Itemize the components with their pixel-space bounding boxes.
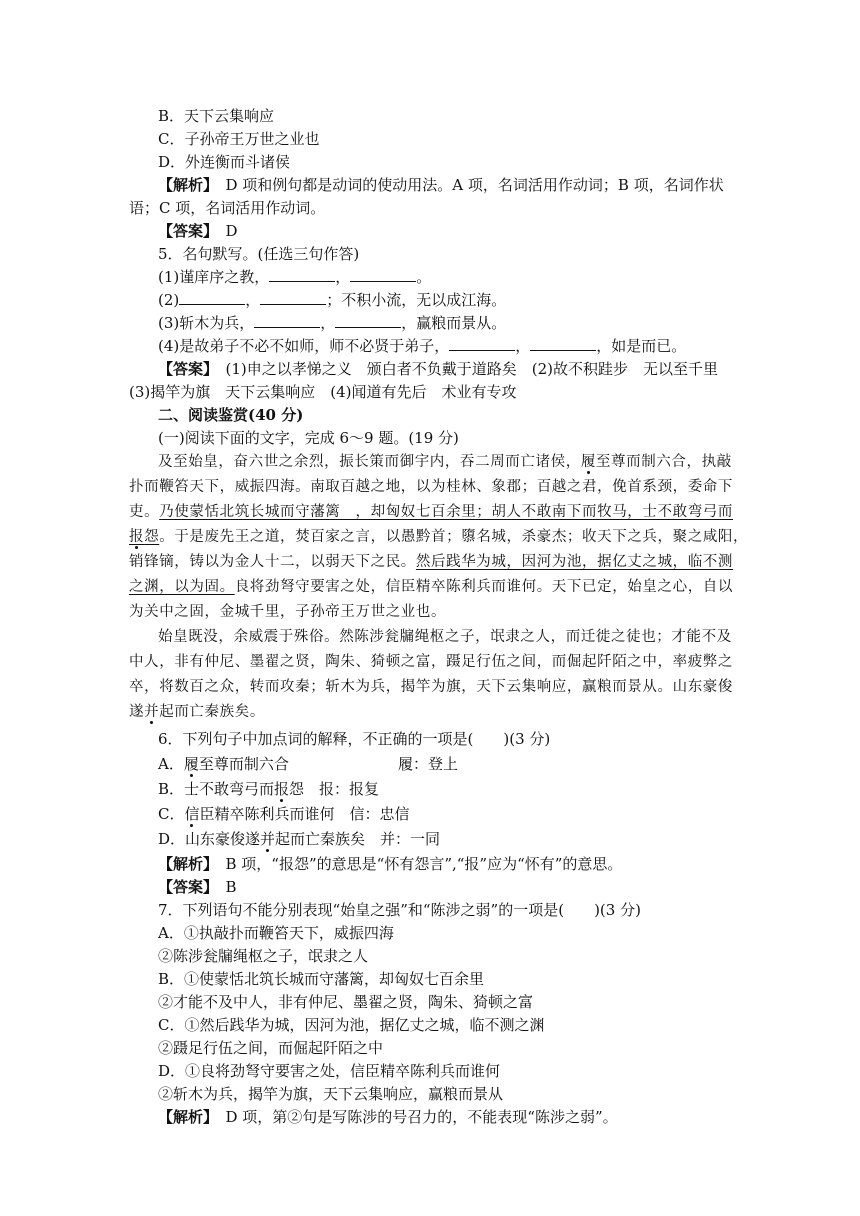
q6-option-b bbox=[158, 778, 379, 800]
answer-value: B bbox=[210, 878, 237, 896]
underlined-sentence: 乃使蒙恬北筑长城而守藩篱 ，却匈奴七百余里；胡人不敢南下而牧马，士不敢弯弓而 bbox=[159, 504, 733, 520]
underlined-sentence: 怨 bbox=[144, 529, 160, 545]
q6-title: 6．下列句子中加点词的解释，不正确的一项是( )(3 分) bbox=[158, 730, 551, 748]
section-title: 二、阅读鉴赏(40 分) bbox=[158, 406, 304, 424]
sentence-text: ， bbox=[335, 268, 351, 286]
q7-option-d2: ②斩木为兵，揭竿为旗，天下云集响应，赢粮而景从 bbox=[158, 1085, 504, 1103]
q4-answer bbox=[158, 220, 238, 242]
passage-line: 中人，非有仲尼、墨翟之贤，陶朱、猗顿之富，蹑足行伍之间，而倔起阡陌之中，率疲弊之 bbox=[129, 654, 733, 670]
reading-intro: (一)阅读下面的文字，完成 6～9 题。(19 分) bbox=[158, 429, 459, 447]
q5-answer-line2: (3)揭竿为旗 天下云集响应 (4)闻道有先后 术业有专攻 bbox=[129, 383, 517, 401]
option-text: 起而亡秦族矣 并：一同 bbox=[275, 830, 441, 848]
passage-text: 吏。 bbox=[129, 504, 160, 520]
passage-line: 扑而鞭笞天下，威振四海。南取百越之地，以为桂林、象郡；百越之君，俛首系颈，委命下 bbox=[129, 479, 733, 495]
q5-title: 5．名句默写。(任选三句作答) bbox=[158, 245, 360, 263]
q6-option-a bbox=[158, 753, 289, 775]
sentence-text: (4)是故弟子不必不如师，师不必贤于弟子， bbox=[158, 337, 450, 355]
dotted-word: 履 bbox=[580, 454, 596, 470]
sentence-text: ；不积小流，无以成江海。 bbox=[326, 291, 507, 309]
answer-text: (1)申之以孝悌之义 颁白者不负戴于道路矣 (2)故不积跬步 无以至千里 bbox=[210, 360, 719, 378]
answer-tag: 【答案】 bbox=[158, 878, 211, 896]
blank-field bbox=[254, 313, 320, 328]
underlined-sentence: 然后践华为城，因河为池，据亿丈之城，临不测 bbox=[415, 554, 734, 570]
analysis-tag: 【解析】 bbox=[158, 855, 211, 873]
sentence-text: ， bbox=[245, 291, 261, 309]
sentence-text: ，赢粮而景从。 bbox=[401, 314, 507, 332]
answer-value: D bbox=[210, 222, 238, 240]
sentence-text: ， bbox=[515, 337, 531, 355]
passage-text: 及至始皇，奋六世之余烈，振长策而御宇内，吞二周而亡诸侯， bbox=[158, 454, 581, 470]
dotted-word: 报 bbox=[274, 780, 290, 798]
q4-option-d: D．外连衡而斗诸侯 bbox=[158, 153, 291, 171]
passage-line: 始皇既没，余威震于殊俗。然陈涉瓮牖绳枢之子，氓隶之人，而迁徙之徒也；才能不及 bbox=[158, 629, 732, 645]
blank-field bbox=[530, 336, 596, 351]
q6-option-d bbox=[158, 828, 440, 850]
dotted-word: 并 bbox=[144, 704, 160, 720]
passage-text: 销锋镝，铸以为金人十二，以弱天下之民。 bbox=[129, 554, 416, 570]
blank-field bbox=[269, 267, 335, 282]
passage-line bbox=[129, 701, 265, 723]
dotted-word: 履 bbox=[183, 755, 199, 773]
q5-sentence-2 bbox=[158, 289, 506, 311]
analysis-text: D 项，第②句是写陈涉的号召力的，不能表现“陈涉之弱”。 bbox=[210, 1108, 618, 1126]
q4-analysis-line1 bbox=[158, 174, 724, 196]
q4-option-b: B．天下云集响应 bbox=[158, 107, 275, 125]
option-text: 怨 报：报复 bbox=[289, 780, 380, 798]
q5-answer-line1 bbox=[158, 358, 718, 380]
q6-option-a-gloss: 履：登上 bbox=[398, 755, 459, 773]
q7-option-b2: ②才能不及中人，非有仲尼、墨翟之贤，陶朱、猗顿之富 bbox=[158, 993, 534, 1011]
answer-tag: 【答案】 bbox=[158, 360, 211, 378]
q4-option-c: C．子孙帝王万世之业也 bbox=[158, 130, 320, 148]
answer-tag: 【答案】 bbox=[158, 222, 211, 240]
option-text: B．士不敢弯弓而 bbox=[158, 780, 275, 798]
blank-field bbox=[179, 290, 245, 305]
q5-sentence-1 bbox=[158, 266, 431, 288]
q7-option-a2: ②陈涉瓮牖绳枢之子，氓隶之人 bbox=[158, 947, 369, 965]
passage-line bbox=[129, 551, 733, 573]
passage-line: 为关中之固，金城千里，子孙帝王万世之业也。 bbox=[129, 604, 447, 620]
analysis-text: B 项，“报怨”的意思是“怀有怨言”,“报”应为“怀有”的意思。 bbox=[210, 855, 623, 873]
blank-field bbox=[260, 290, 326, 305]
passage-line bbox=[158, 451, 732, 473]
q6-option-c bbox=[158, 803, 410, 825]
q5-sentence-4 bbox=[158, 335, 686, 357]
option-text: C． bbox=[158, 805, 185, 823]
option-text: 至尊而制六合 bbox=[198, 755, 289, 773]
dotted-word: 报 bbox=[129, 529, 145, 545]
option-text: D．山东豪俊遂 bbox=[158, 830, 261, 848]
sentence-text: ， bbox=[320, 314, 336, 332]
passage-line bbox=[129, 501, 733, 523]
q7-option-b1: B．①使蒙恬北筑长城而守藩篱，却匈奴七百余里 bbox=[158, 970, 485, 988]
sentence-text: (3)斩木为兵， bbox=[158, 314, 255, 332]
option-text: 臣精卒陈利兵而谁何 信：忠信 bbox=[199, 805, 410, 823]
analysis-tag: 【解析】 bbox=[158, 1108, 211, 1126]
passage-text: 起而亡秦族矣。 bbox=[159, 704, 265, 720]
q5-sentence-3 bbox=[158, 312, 506, 334]
blank-field bbox=[350, 267, 416, 282]
analysis-tag: 【解析】 bbox=[158, 176, 211, 194]
sentence-text: (1)谨庠序之教， bbox=[158, 268, 270, 286]
q7-option-a1: A．①执敲扑而鞭笞天下，威振四海 bbox=[158, 924, 394, 942]
sentence-text: 。 bbox=[416, 268, 432, 286]
dotted-word: 信 bbox=[184, 805, 200, 823]
passage-text: 。于是废先王之道，焚百家之言，以愚黔首；隳名城，杀豪杰；收天下之兵，聚之咸阳， bbox=[159, 529, 749, 545]
passage-line bbox=[129, 576, 733, 598]
passage-text: 良将劲弩守要害之处，信臣精卒陈利兵而谁何。天下已定，始皇之心，自以 bbox=[234, 579, 733, 595]
passage-line bbox=[129, 526, 748, 548]
analysis-text: D 项和例句都是动词的使动用法。A 项，名词活用作动词；B 项，名词作状 bbox=[210, 176, 724, 194]
dotted-word: 并 bbox=[260, 830, 276, 848]
sentence-text: (2) bbox=[158, 291, 180, 309]
blank-field bbox=[449, 336, 515, 351]
passage-text: 遂 bbox=[129, 704, 145, 720]
q6-analysis bbox=[158, 853, 622, 875]
passage-text: 至尊而制六合，执敲 bbox=[595, 454, 732, 470]
q4-analysis-line2: 语；C 项，名词活用作动词。 bbox=[129, 199, 326, 217]
passage-line: 卒，将数百之众，转而攻秦；斩木为兵，揭竿为旗，天下云集响应，赢粮而景从。山东豪俊 bbox=[129, 679, 733, 695]
underlined-sentence: 之渊，以为固。 bbox=[129, 579, 235, 595]
option-text: A． bbox=[158, 755, 184, 773]
q7-analysis bbox=[158, 1106, 618, 1128]
q7-option-d1: D．①良将劲弩守要害之处，信臣精卒陈利兵而谁何 bbox=[158, 1062, 501, 1080]
q7-title: 7．下列语句不能分别表现“始皇之强”和“陈涉之弱”的一项是( )(3 分) bbox=[158, 901, 641, 919]
q6-answer bbox=[158, 876, 237, 898]
blank-field bbox=[335, 313, 401, 328]
q7-option-c2: ②蹑足行伍之间，而倔起阡陌之中 bbox=[158, 1039, 384, 1057]
q7-option-c1: C．①然后践华为城，因河为池，据亿丈之城，临不测之渊 bbox=[158, 1016, 545, 1034]
sentence-text: ，如是而已。 bbox=[596, 337, 687, 355]
